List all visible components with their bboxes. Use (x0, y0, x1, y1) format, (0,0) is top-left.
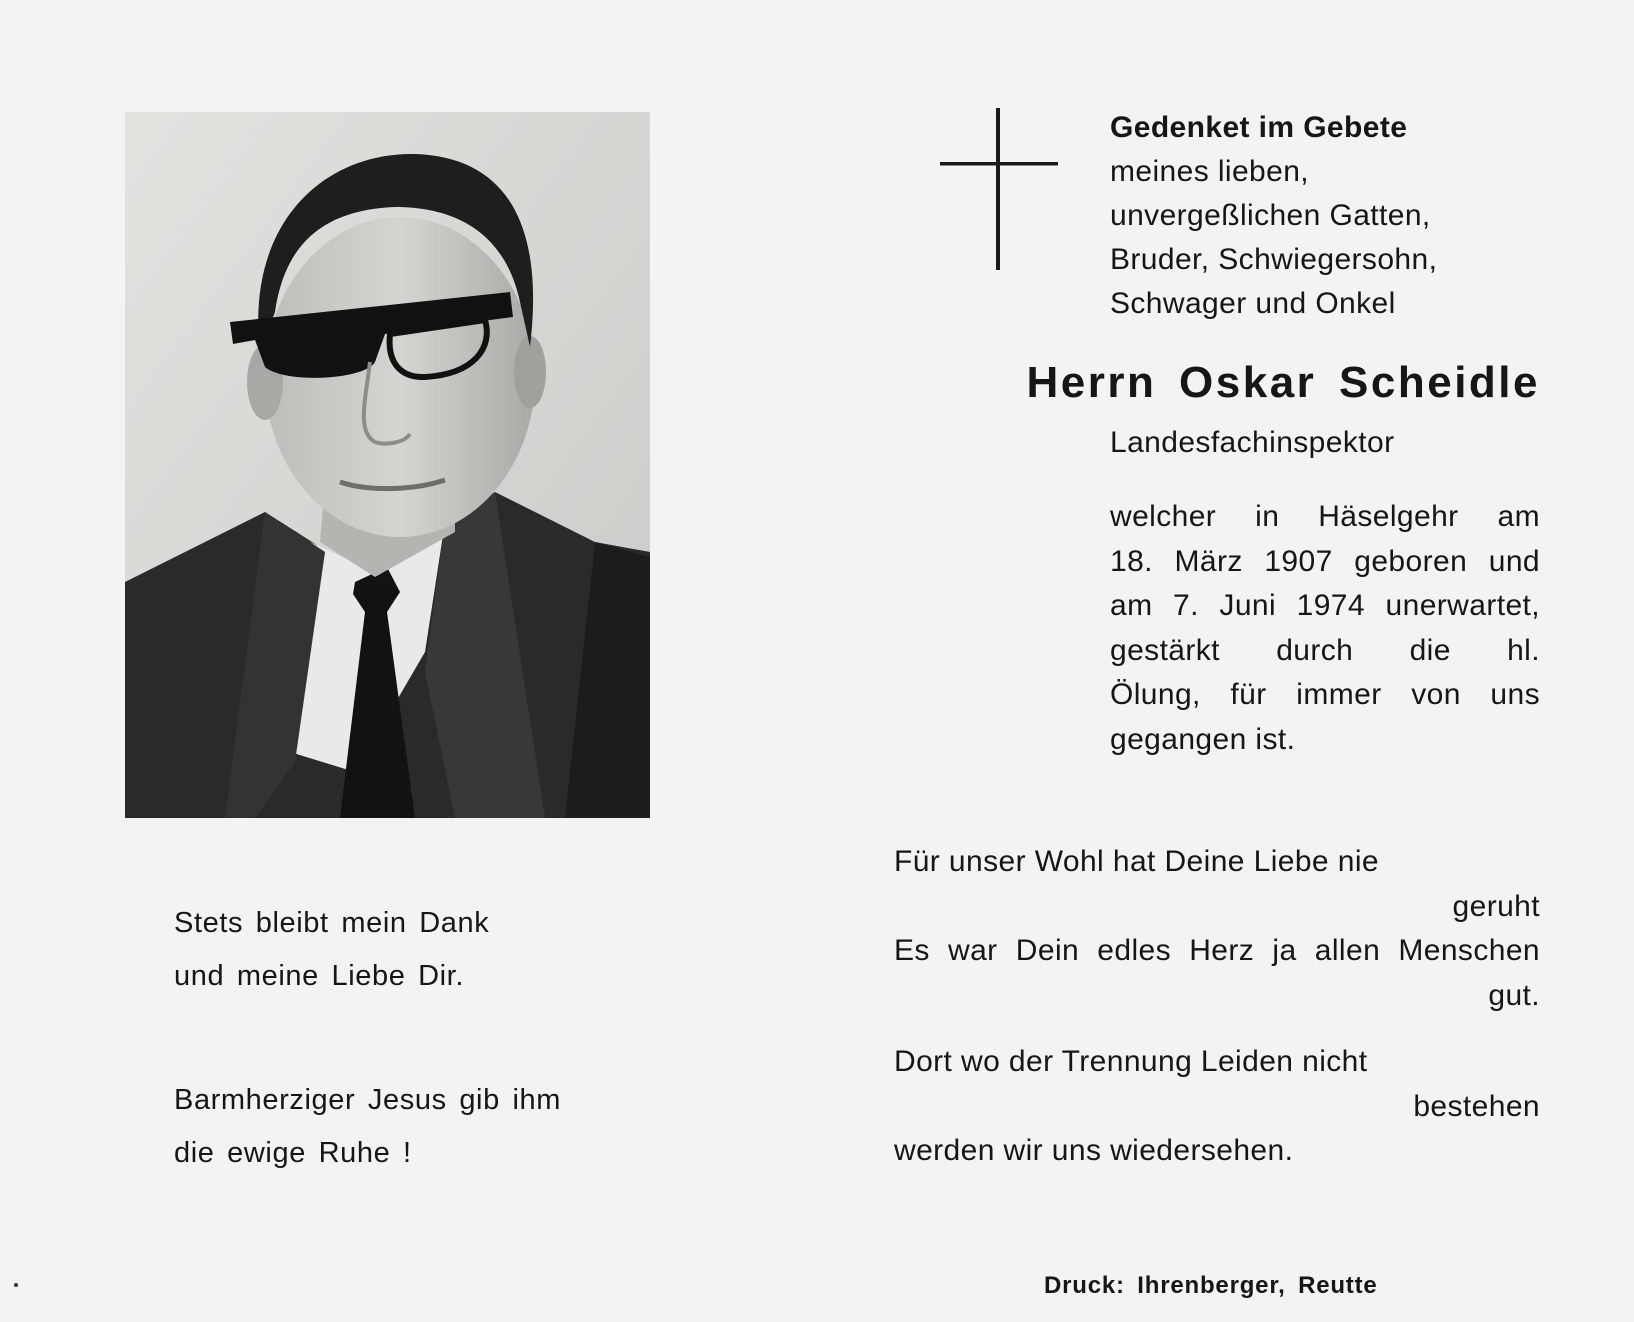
poem-stanza-1 (894, 840, 1540, 1018)
prayer-verse (174, 1074, 654, 1180)
intro-line-1: meines lieben, (1110, 155, 1310, 188)
bio-line-5: Ölung, für immer von uns (1110, 678, 1540, 711)
deceased-title: Landesfachinspektor (1110, 426, 1395, 459)
bio-block (1110, 495, 1540, 762)
intro-line-2: unvergeßlichen Gatten, (1110, 199, 1431, 232)
intro-block (1110, 106, 1540, 326)
thanks-verse (174, 897, 654, 1003)
intro-line-3: Bruder, Schwiegersohn, (1110, 243, 1438, 276)
print-speck (14, 1283, 18, 1287)
prayer-line-1: Barmherziger Jesus gib ihm (174, 1084, 562, 1116)
bio-line-2: 18. März 1907 geboren und (1110, 544, 1540, 578)
bio-line-1: welcher in Häselgehr am (1110, 500, 1540, 533)
portrait-photo (125, 112, 650, 818)
deceased-name: Herrn Oskar Scheidle (1026, 358, 1540, 407)
thanks-line-1: Stets bleibt mein Dank (174, 907, 490, 939)
poem2-line-2: bestehen (1413, 1089, 1540, 1123)
poem1-line-4: gut. (1488, 978, 1540, 1012)
bio-line-3: am 7. Juni 1974 unerwartet, (1110, 589, 1540, 622)
portrait-image (125, 112, 650, 818)
intro-heading: Gedenket im Gebete (1110, 111, 1408, 144)
cross-icon (940, 108, 1058, 270)
poem1-line-3: Es war Dein edles Herz ja allen Menschen (894, 934, 1540, 967)
bio-line-6: gegangen ist. (1110, 722, 1296, 756)
poem2-line-1: Dort wo der Trennung Leiden nicht (894, 1045, 1368, 1078)
poem2-line-3: werden wir uns wiedersehen. (894, 1134, 1294, 1167)
poem1-line-2: geruht (1452, 889, 1540, 923)
bio-line-4: gestärkt durch die hl. (1110, 633, 1540, 667)
prayer-line-2: die ewige Ruhe ! (174, 1137, 412, 1169)
intro-line-4: Schwager und Onkel (1110, 287, 1396, 320)
thanks-line-2: und meine Liebe Dir. (174, 960, 464, 992)
poem-stanza-2 (894, 1040, 1540, 1174)
printer-credit: Druck: Ihrenberger, Reutte (1044, 1272, 1378, 1299)
poem1-line-1: Für unser Wohl hat Deine Liebe nie (894, 845, 1379, 878)
